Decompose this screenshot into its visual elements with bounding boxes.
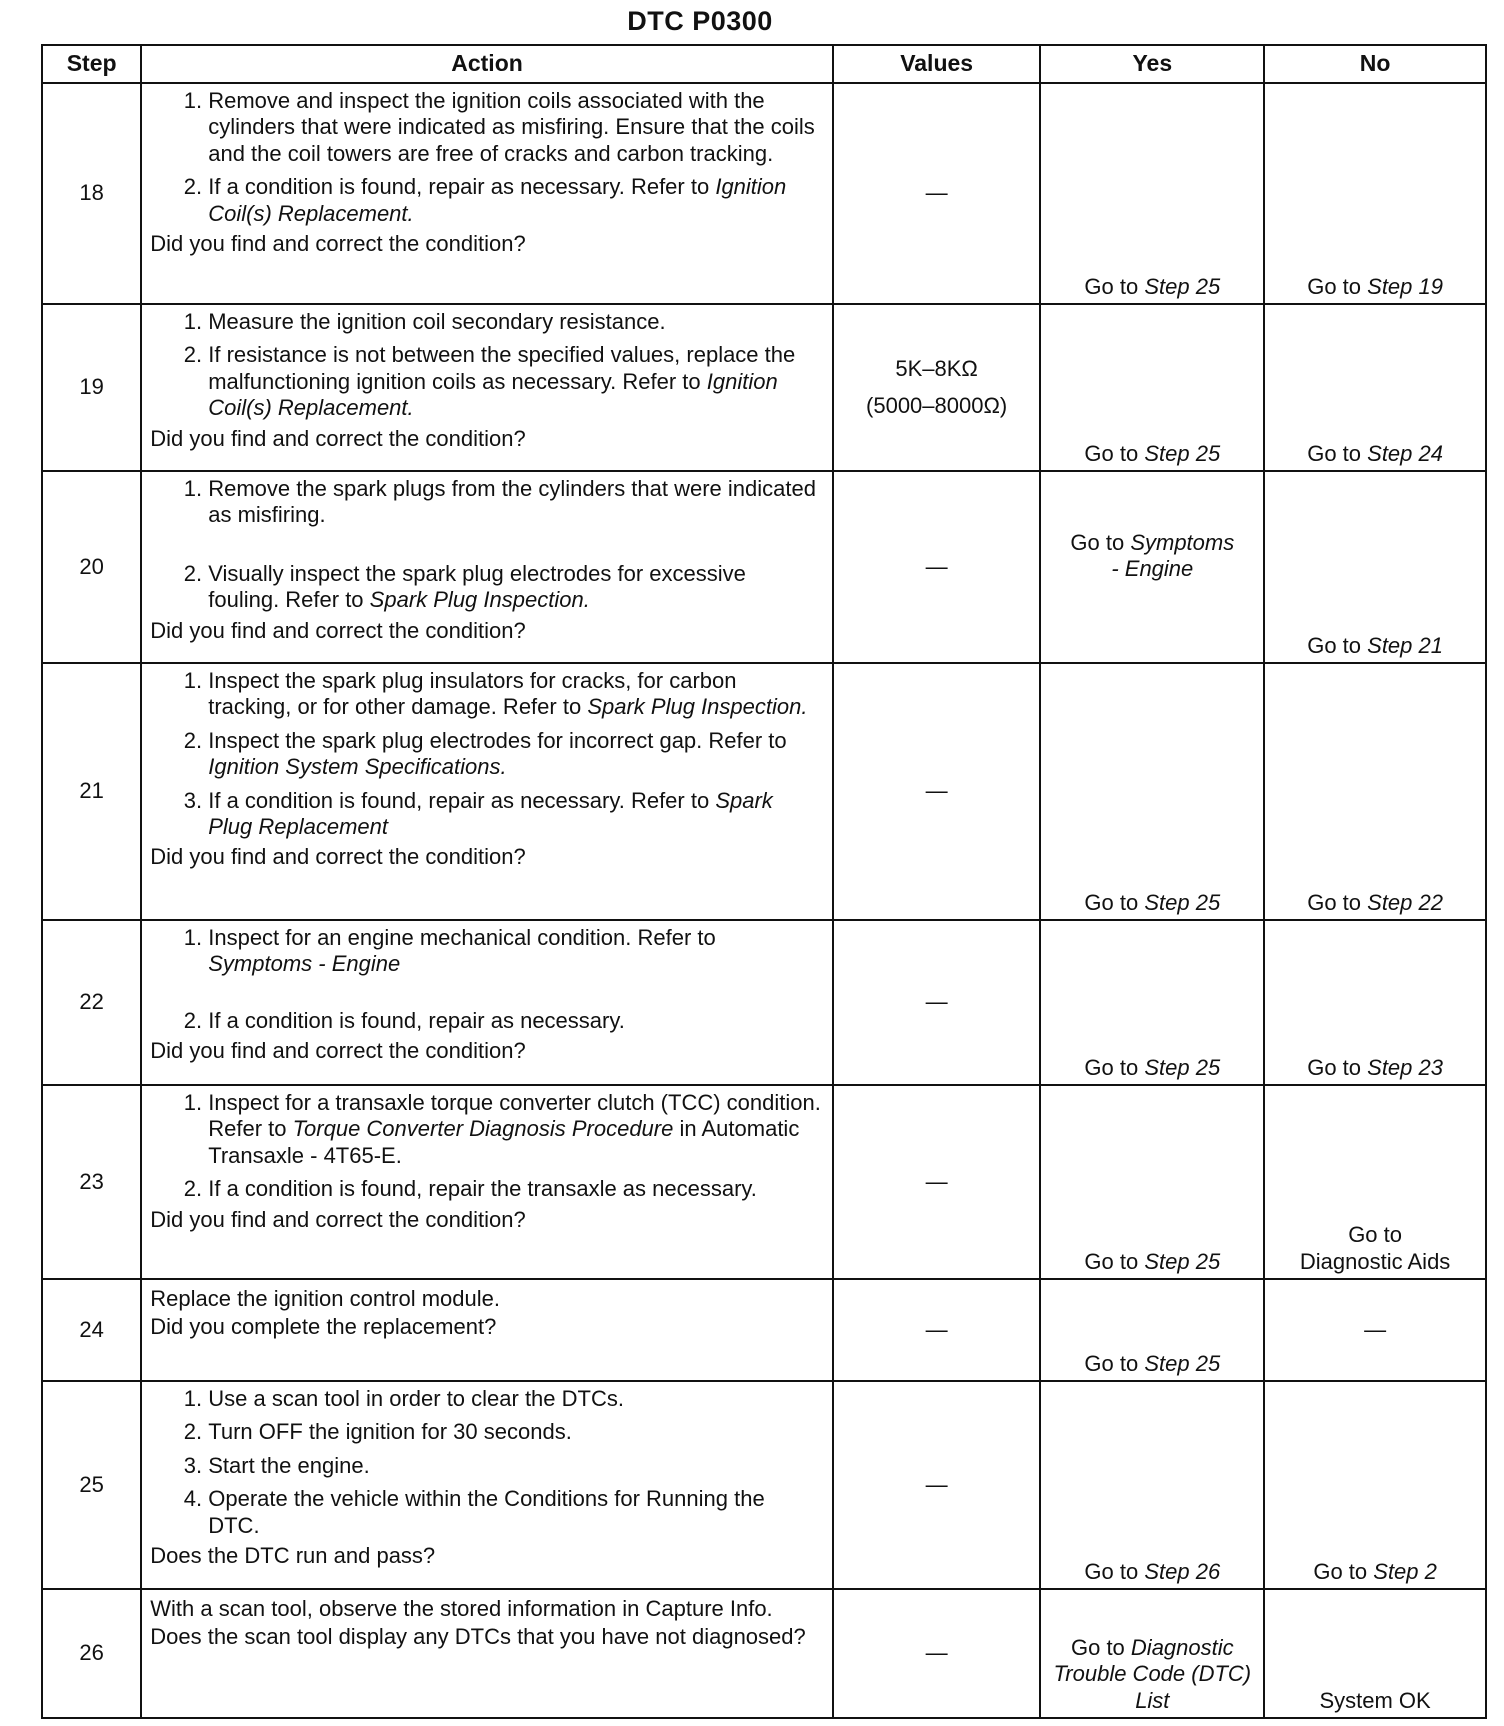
action-item: 1. Use a scan tool in order to clear the DTCs. <box>208 1386 822 1412</box>
step-number: 20 <box>42 471 141 663</box>
no-cell: System OK <box>1264 1589 1486 1718</box>
action-text: Replace the ignition control module. <box>150 1286 500 1311</box>
no-cell: Go to Step 22 <box>1264 663 1486 920</box>
values-cell: — <box>833 663 1041 920</box>
yes-cell: Go to Diagnostic Trouble Code (DTC) List <box>1040 1589 1264 1718</box>
table-row <box>42 1085 1486 1279</box>
question-text: Does the scan tool display any DTCs that you have not diagnosed? <box>150 1624 806 1650</box>
step-number: 19 <box>42 304 141 471</box>
header-row <box>42 45 1486 83</box>
step-number: 21 <box>42 663 141 920</box>
action-item: 2. Inspect the spark plug electrodes for incorrect gap. Refer to Ignition System Specifications. <box>208 728 822 781</box>
action-item: 1. Remove and inspect the ignition coils associated with the cylinders that were indicated as misfiring. Ensure that the coils and the coil towers are free of cracks and carbon tracking. <box>208 88 822 167</box>
header-step: Step <box>42 45 141 83</box>
step-number: 26 <box>42 1589 141 1718</box>
step-number: 25 <box>42 1381 141 1589</box>
yes-cell: Go to Step 25 <box>1040 920 1264 1085</box>
step-number: 24 <box>42 1279 141 1381</box>
table-row <box>42 663 1486 920</box>
action-item: 1. Remove the spark plugs from the cylinders that were indicated as misfiring. <box>208 476 822 529</box>
table-row <box>42 471 1486 663</box>
table-row <box>42 1381 1486 1589</box>
no-cell: — <box>1264 1279 1486 1381</box>
action-item: 1. Inspect the spark plug insulators for cracks, for carbon tracking, or for other damage. Refer to Spark Plug Inspection. <box>208 668 822 721</box>
no-cell: Go to Step 21 <box>1264 471 1486 663</box>
no-cell: Go to Diagnostic Aids <box>1264 1085 1486 1279</box>
action-item: 3. If a condition is found, repair as necessary. Refer to Spark Plug Replacement <box>208 788 822 841</box>
values-cell: — <box>833 920 1041 1085</box>
step-number: 22 <box>42 920 141 1085</box>
question-text: Did you find and correct the condition? <box>150 230 526 256</box>
diagnostic-table <box>41 44 1487 1719</box>
action-cell <box>141 304 833 471</box>
values-cell: — <box>833 1279 1041 1381</box>
step-number: 23 <box>42 1085 141 1279</box>
action-item: 2. Visually inspect the spark plug electrodes for excessive fouling. Refer to Spark Plug Inspection. <box>208 561 822 614</box>
question-text: Did you complete the replacement? <box>150 1314 497 1340</box>
header-action: Action <box>141 45 833 83</box>
no-cell: Go to Step 24 <box>1264 304 1486 471</box>
action-cell <box>141 1085 833 1279</box>
action-item: 2. If a condition is found, repair as necessary. <box>208 1008 822 1034</box>
action-item: 2. If a condition is found, repair the transaxle as necessary. <box>208 1176 822 1202</box>
question-text: Did you find and correct the condition? <box>150 425 526 451</box>
question-text: Did you find and correct the condition? <box>150 617 526 643</box>
action-item: 1. Inspect for an engine mechanical condition. Refer to Symptoms - Engine <box>208 925 822 978</box>
table-row <box>42 1589 1486 1718</box>
table-row <box>42 1279 1486 1381</box>
action-item: 1. Measure the ignition coil secondary resistance. <box>208 309 822 335</box>
yes-cell: Go to Step 25 <box>1040 1279 1264 1381</box>
action-item: 1. Inspect for a transaxle torque converter clutch (TCC) condition. Refer to Torque Converter Diagnosis Procedure in Automatic Transaxle - 4T65-E. <box>208 1090 822 1169</box>
no-cell: Go to Step 2 <box>1264 1381 1486 1589</box>
no-cell: Go to Step 19 <box>1264 83 1486 304</box>
step-number: 18 <box>42 83 141 304</box>
no-cell: Go to Step 23 <box>1264 920 1486 1085</box>
question-text: Did you find and correct the condition? <box>150 844 526 870</box>
action-cell <box>141 920 833 1085</box>
values-cell: — <box>833 471 1041 663</box>
action-cell <box>141 1381 833 1589</box>
values-cell: — <box>833 83 1041 304</box>
yes-cell: Go to Step 25 <box>1040 663 1264 920</box>
table-row <box>42 83 1486 304</box>
header-no: No <box>1264 45 1486 83</box>
table-row <box>42 304 1486 471</box>
values-cell: — <box>833 1381 1041 1589</box>
action-text: With a scan tool, observe the stored information in Capture Info. <box>150 1596 773 1621</box>
action-item: 3. Start the engine. <box>208 1453 822 1479</box>
yes-cell: Go to Step 25 <box>1040 1085 1264 1279</box>
resistance-value: 5K–8KΩ <box>895 356 978 382</box>
action-item: 2. Turn OFF the ignition for 30 seconds. <box>208 1419 822 1445</box>
question-text: Does the DTC run and pass? <box>150 1542 436 1568</box>
action-cell <box>141 83 833 304</box>
values-cell: — <box>833 1589 1041 1718</box>
action-cell <box>141 1279 833 1381</box>
action-cell <box>141 1589 833 1718</box>
question-text: Did you find and correct the condition? <box>150 1206 526 1232</box>
yes-cell: Go to Step 25 <box>1040 304 1264 471</box>
table-row <box>42 920 1486 1085</box>
header-yes: Yes <box>1040 45 1264 83</box>
header-values: Values <box>833 45 1041 83</box>
values-cell <box>833 304 1041 471</box>
action-item: 4. Operate the vehicle within the Conditions for Running the DTC. <box>208 1486 822 1539</box>
resistance-value-ohms: (5000–8000Ω) <box>866 392 1008 418</box>
action-cell <box>141 663 833 920</box>
action-item: 2. If resistance is not between the specified values, replace the malfunctioning ignition coils as necessary. Refer to Ignition Coil(s) Replacement. <box>208 342 822 421</box>
action-cell <box>141 471 833 663</box>
page-title: DTC P0300 <box>627 6 773 36</box>
question-text: Did you find and correct the condition? <box>150 1038 526 1064</box>
yes-cell: Go to Step 25 <box>1040 83 1264 304</box>
yes-cell: Go to Step 26 <box>1040 1381 1264 1589</box>
values-cell: — <box>833 1085 1041 1279</box>
action-item: 2. If a condition is found, repair as necessary. Refer to Ignition Coil(s) Replacement. <box>208 174 822 227</box>
yes-cell: Go to Symptoms - Engine <box>1040 471 1264 663</box>
